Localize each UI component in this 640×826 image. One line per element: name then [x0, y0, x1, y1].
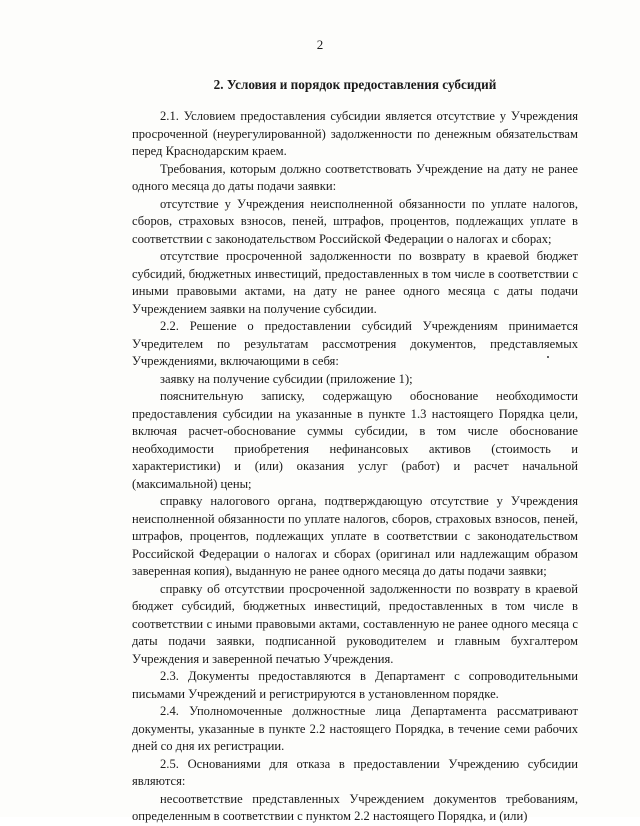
- paragraph-2-2: 2.2. Решение о предоставлении субсидий Учреждениям принимается Учредителем по результатам рассмотрения документов, представляемых Учреждениями, включающими в себя:: [132, 319, 578, 368]
- paragraph-2-5: 2.5. Основаниями для отказа в предоставлении Учреждению субсидии являются:: [132, 756, 578, 788]
- paragraph-explanatory-note: пояснительную записку, содержащую обоснование необходимости предоставления субсидии на указанные в пункте 1.3 настоящего Порядка цели, включая расчет-обоснование суммы субсидии, в том числе обоснование необходимости приобретения нефинансовых активов (стоимость и характеристики) и (или) оказания услуг (работ) и расчет начальной (максимальной) цены;: [132, 389, 578, 491]
- paragraph-no-budget-debt: отсутствие просроченной задолженности по возврату в краевой бюджет субсидий, бюджетных инвестиций, предоставленных в том числе в соответствии с иными правовыми актами, на дату не ранее одного месяца с даты подачи Учреждением заявки на получение субсидии.: [132, 249, 578, 316]
- paragraph-debt-certificate: справку об отсутствии просроченной задолженности по возврату в краевой бюджет субсидий, бюджетных инвестиций, предоставленных в том числе в соответствии с иными правовыми актами, составленную не ранее одного месяца с даты подачи заявки, подписанной руководителем и главным бухгалтером Учреждения и заверенной печатью Учреждения.: [132, 581, 578, 666]
- paragraph-no-tax-debt: отсутствие у Учреждения неисполненной обязанности по уплате налогов, сборов, страховых взносов, пеней, штрафов, процентов, подлежащих уплате в соответствии с законодательством Российской Федерации о налогах и сборах;: [132, 196, 578, 246]
- paragraph-non-compliance: несоответствие представленных Учреждением документов требованиям, определенным в соответствии с пунктом 2.2 настоящего Порядка, и (или): [132, 791, 578, 823]
- paragraph-2-4: 2.4. Уполномоченные должностные лица Департамента рассматривают документы, указанные в пункте 2.2 настоящего Порядка, в течение семи рабочих дней со дня их регистрации.: [132, 704, 578, 753]
- paragraph-requirements: Требования, которым должно соответствовать Учреждение на дату не ранее одного месяца до даты подачи заявки:: [132, 161, 578, 193]
- paragraph-application: заявку на получение субсидии (приложение 1);: [160, 371, 413, 386]
- paragraph-2-3: 2.3. Документы предоставляются в Департамент с сопроводительными письмами Учреждений и регистрируются в установленном порядке.: [132, 669, 578, 701]
- paragraph-2-1: 2.1. Условием предоставления субсидии является отсутствие у Учреждения просроченной (неурегулированной) задолженности по денежным обязательствам перед Краснодарским краем.: [132, 109, 578, 158]
- section-heading: 2. Условия и порядок предоставления субсидий: [213, 77, 497, 92]
- scan-speck: [547, 356, 549, 358]
- paragraph-tax-certificate: справку налогового органа, подтверждающую отсутствие у Учреждения неисполненной обязанности по уплате налогов, сборов, страховых взносов, пеней, штрафов, процентов, подлежащих уплате в соответствии с законодательством Российской Федерации о налогах и сборах (оригинал или надлежащим образом заверенная копия), выданную не ранее одного месяца до даты подачи заявки;: [132, 494, 578, 578]
- page-number: 2: [316, 37, 324, 52]
- section-body: [132, 108, 578, 826]
